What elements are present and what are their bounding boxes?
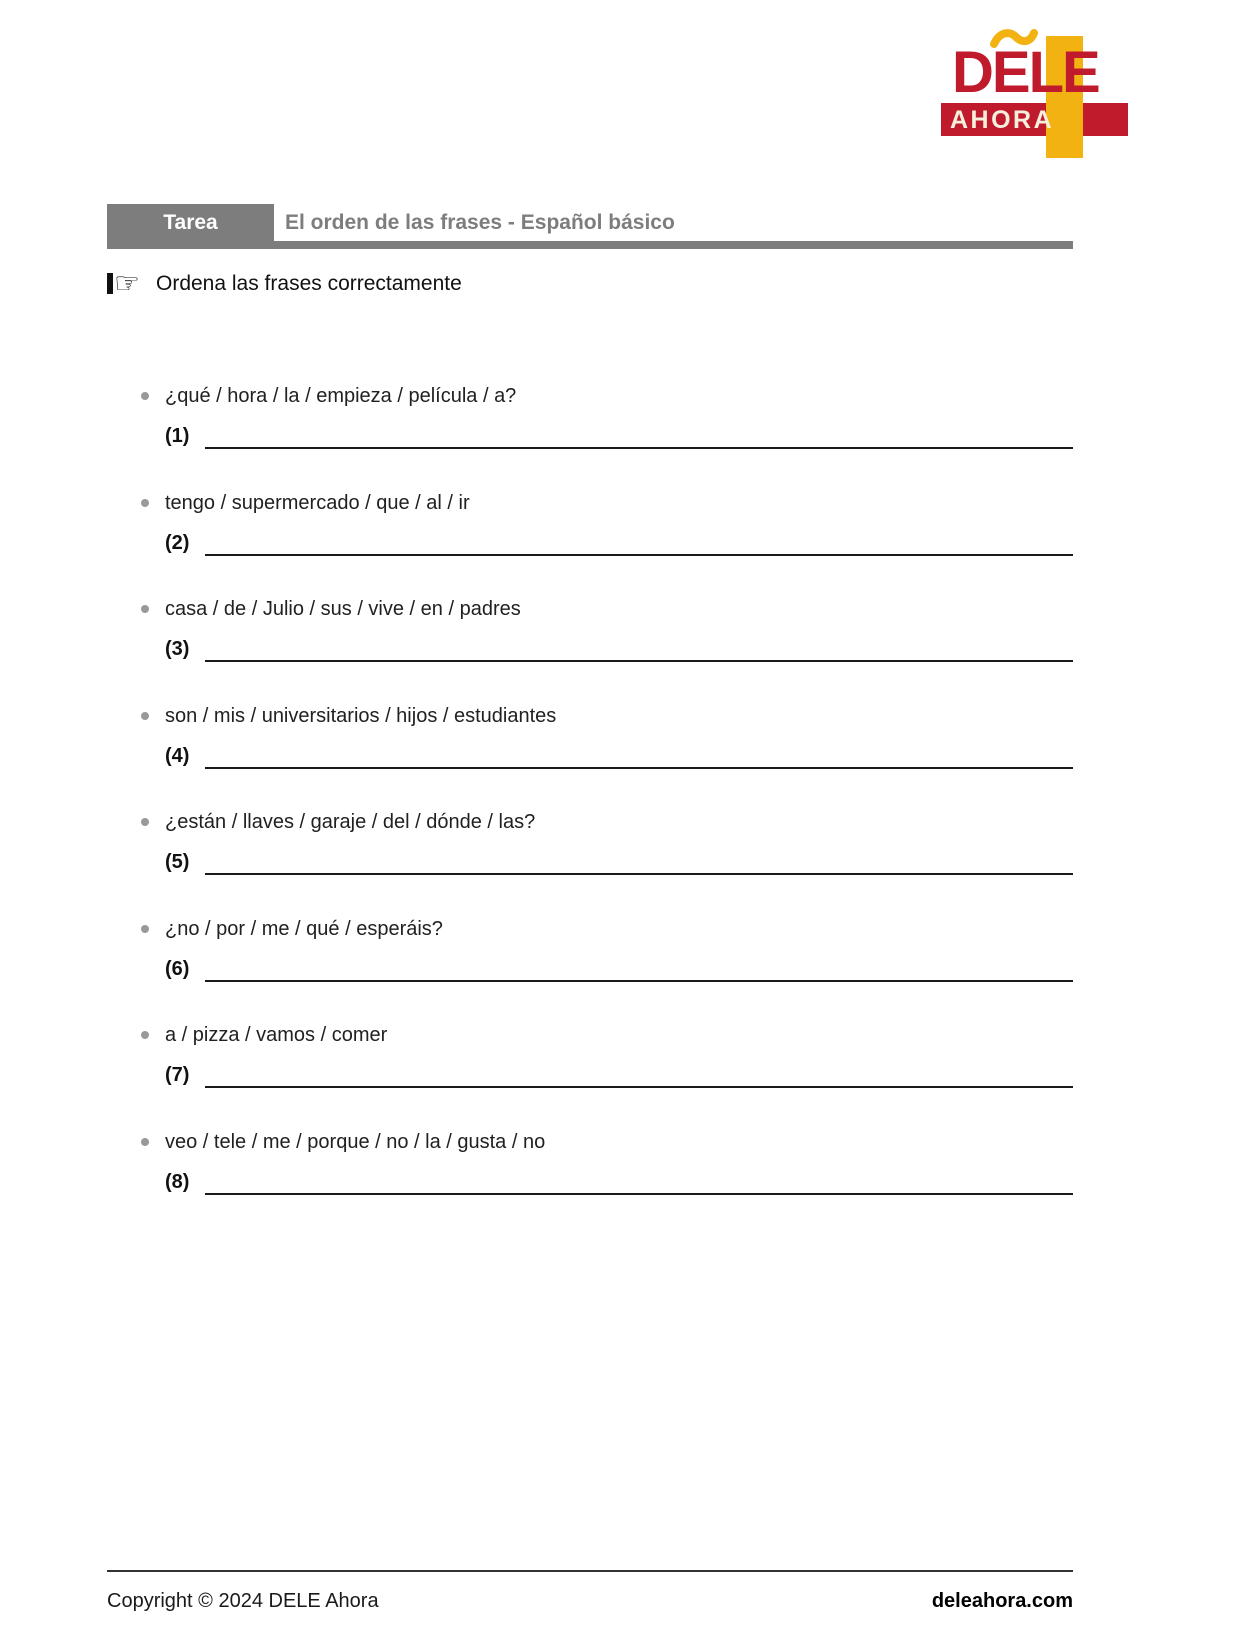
exercise-prompt: tengo / supermercado / que / al / ir [165,492,470,514]
bullet-icon [141,392,149,400]
exercise-prompt: ¿están / llaves / garaje / del / dónde / las? [165,811,536,833]
answer-blank-line [205,851,1073,875]
answer-number: (4) [165,745,190,767]
bullet-icon [141,605,149,613]
answer-blank-line [205,745,1073,769]
answer-number: (8) [165,1171,190,1193]
bullet-icon [141,499,149,507]
pointing-hand-icon: ☞ [107,269,140,298]
instruction-text: Ordena las frases correctamente [156,271,462,295]
answer-number: (3) [165,638,190,660]
header-underline-bar [107,241,1073,249]
logo-letter-d: D [952,40,992,105]
exercise-prompt: son / mis / universitarios / hijos / estudiantes [165,705,557,727]
logo-wordmark [952,40,1099,105]
bullet-icon [141,712,149,720]
exercise-item [107,1129,1073,1201]
bullet-icon [141,1138,149,1146]
answer-number: (6) [165,958,190,980]
answer-blank-line [205,958,1073,982]
answer-blank-line [205,1171,1073,1195]
answer-blank-line [205,532,1073,556]
bullet-icon [141,818,149,826]
exercise-item [107,490,1073,562]
exercise-prompt: casa / de / Julio / sus / vive / en / padres [165,598,521,620]
exercise-item [107,916,1073,988]
exercise-item [107,383,1073,455]
exercise-prompt: veo / tele / me / porque / no / la / gusta / no [165,1131,546,1153]
answer-blank-line [205,1064,1073,1088]
exercise-prompt: a / pizza / vamos / comer [165,1024,388,1046]
worksheet-title: El orden de las frases - Español básico [285,211,675,234]
answer-number: (5) [165,851,190,873]
dele-ahora-logo [880,30,1140,165]
bullet-icon [141,1031,149,1039]
logo-letters-le: LE [1028,40,1099,105]
answer-blank-line [205,425,1073,449]
exercise-item [107,809,1073,881]
exercise-prompt: ¿qué / hora / la / empieza / película / a? [165,385,517,407]
answer-number: (2) [165,532,190,554]
tarea-tab: Tarea [107,204,274,241]
bullet-icon [141,925,149,933]
worksheet-header [107,204,1073,249]
answer-blank-line [205,638,1073,662]
answer-number: (7) [165,1064,190,1086]
logo-letter-e-with-tilde: E [992,44,1029,102]
exercise-item [107,703,1073,775]
footer [107,1590,1073,1613]
logo-tagline: AHORA [950,106,1055,134]
exercise-item [107,596,1073,668]
exercise-prompt: ¿no / por / me / qué / esperáis? [165,918,443,940]
tilde-icon [990,27,1038,51]
copyright-text: Copyright © 2024 DELE Ahora [107,1590,379,1612]
instruction-row [107,266,462,300]
answer-number: (1) [165,425,190,447]
website-text: deleahora.com [931,1590,1073,1612]
footer-divider [107,1570,1073,1572]
exercise-item [107,1022,1073,1094]
